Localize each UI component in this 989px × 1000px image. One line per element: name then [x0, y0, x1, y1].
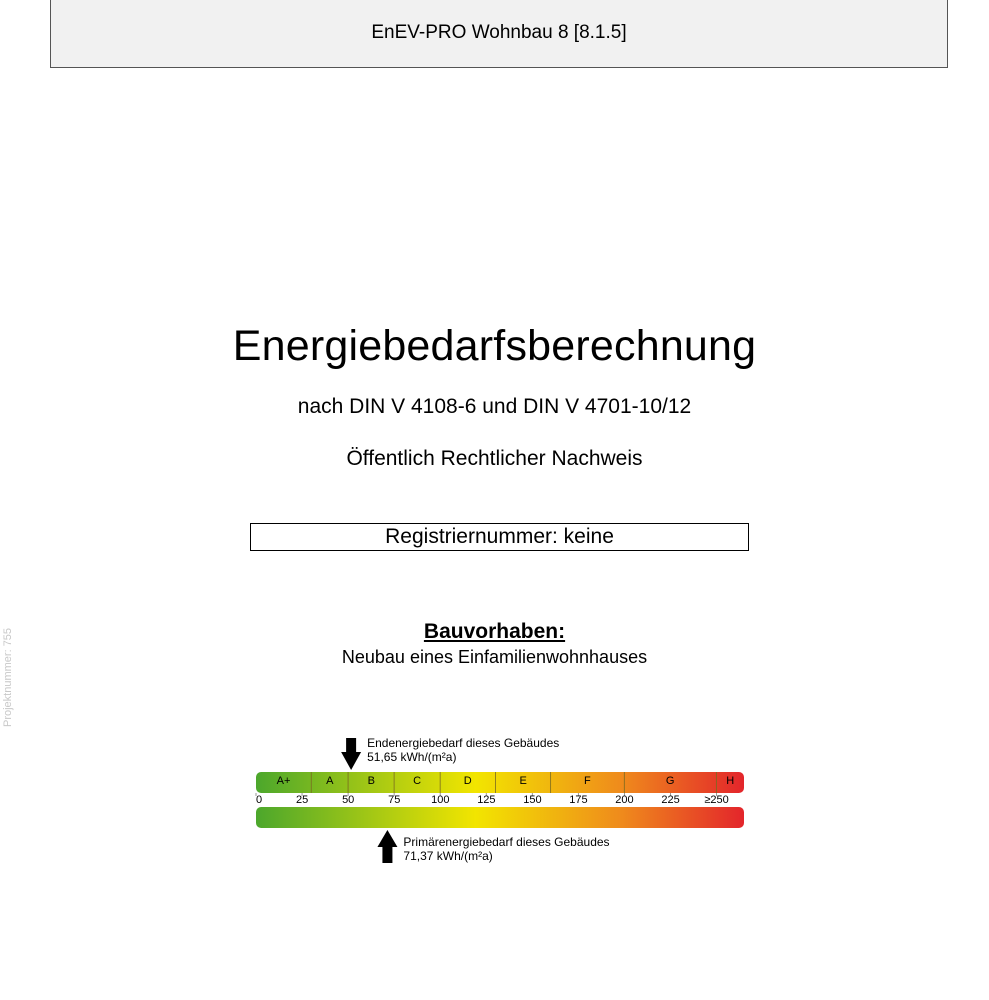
tick-label: 125 [477, 794, 496, 806]
end-energy-value: 51,65 kWh/(m²a) [367, 750, 457, 764]
tick-label: 175 [569, 794, 588, 806]
primary-energy-value: 71,37 kWh/(m²a) [403, 849, 493, 863]
class-label: D [463, 775, 472, 787]
project-description: Neubau eines Einfamilienwohnhauses [341, 647, 648, 667]
registration-number: Registriernummer: keine [385, 525, 614, 548]
software-version: EnEV-PRO Wohnbau 8 [8.1.5] [371, 22, 627, 43]
tick-label: 150 [523, 794, 542, 806]
document-title: Energiebedarfsberechnung [232, 322, 757, 370]
class-label: E [519, 775, 527, 787]
registration-box [250, 523, 749, 551]
document-subtitle: nach DIN V 4108-6 und DIN V 4701-10/12 [297, 395, 692, 418]
tick-label: 75 [388, 794, 401, 806]
class-label: G [665, 775, 675, 787]
tick-label: 0 [256, 794, 263, 806]
primary-energy-label [403, 835, 609, 863]
project-heading: Bauvorhaben: [423, 620, 566, 643]
tick-label: 225 [661, 794, 680, 806]
tick-label: 200 [615, 794, 634, 806]
arrow-down-icon [341, 738, 361, 770]
tick-label: 50 [342, 794, 355, 806]
tick-label: 25 [296, 794, 309, 806]
tick-label: 100 [431, 794, 450, 806]
end-energy-text: Endenergiebedarf dieses Gebäudes [367, 736, 560, 750]
class-label: C [413, 775, 422, 787]
primary-energy-text: Primärenergiebedarf dieses Gebäudes [403, 835, 610, 849]
energy-scale [256, 730, 744, 870]
class-label: A [326, 775, 334, 787]
scale-bottom-band [256, 807, 744, 828]
project-number: Projektnummer: 755 [2, 627, 14, 727]
proof-type: Öffentlich Rechtlicher Nachweis [346, 447, 643, 470]
arrow-up-icon [377, 830, 397, 863]
end-energy-label [367, 736, 559, 764]
tick-label: ≥250 [704, 794, 729, 806]
class-label: H [726, 775, 735, 787]
class-label: B [367, 775, 375, 787]
header-box [50, 0, 948, 68]
class-label: F [583, 775, 591, 787]
class-label: A+ [276, 775, 291, 787]
